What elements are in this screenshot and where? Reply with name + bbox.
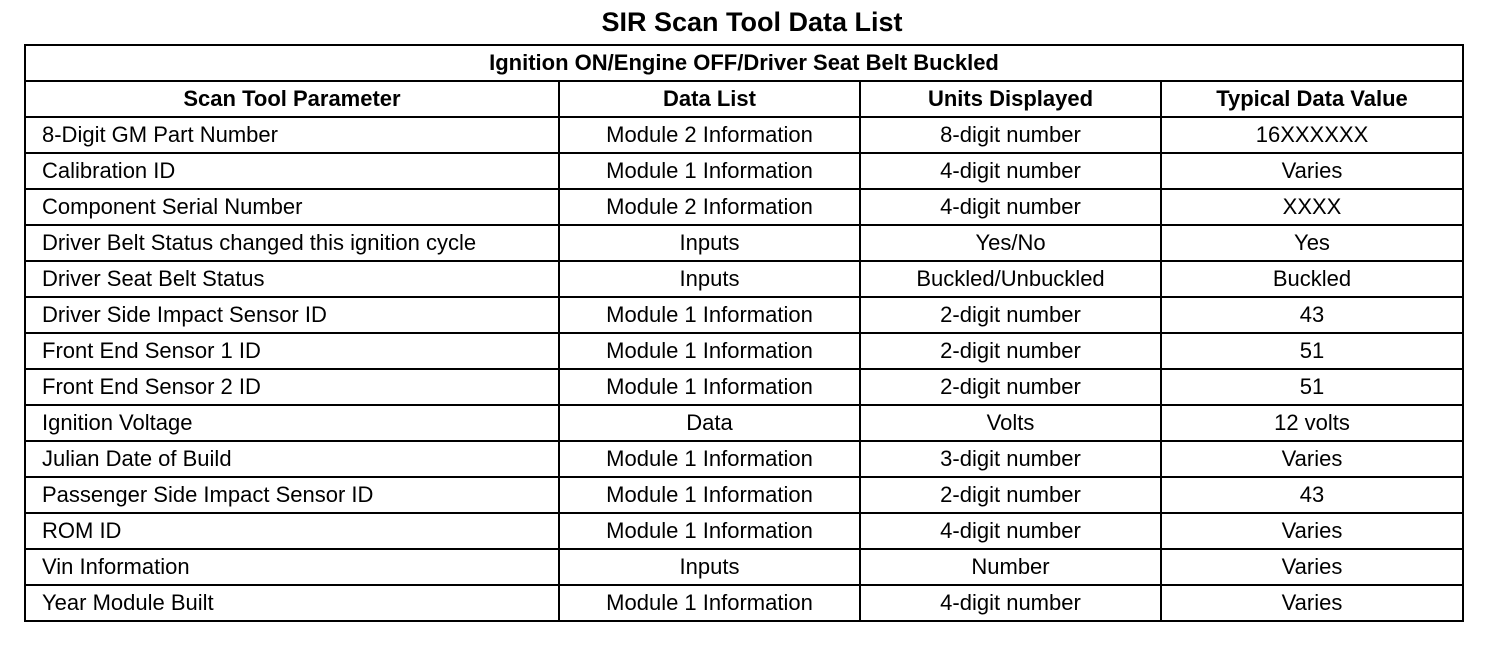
- table-row: [25, 477, 1463, 513]
- parameter-cell: Front End Sensor 2 ID: [25, 369, 559, 405]
- units-cell: 2-digit number: [860, 369, 1161, 405]
- table-row: [25, 513, 1463, 549]
- data-list-cell: Module 1 Information: [559, 297, 860, 333]
- typical-value-cell: XXXX: [1161, 189, 1463, 225]
- table-row: [25, 297, 1463, 333]
- parameter-cell: Driver Side Impact Sensor ID: [25, 297, 559, 333]
- data-list-cell: Module 1 Information: [559, 477, 860, 513]
- data-list-cell: Inputs: [559, 225, 860, 261]
- parameter-cell: Driver Seat Belt Status: [25, 261, 559, 297]
- parameter-cell: Front End Sensor 1 ID: [25, 333, 559, 369]
- units-cell: Buckled/Unbuckled: [860, 261, 1161, 297]
- table-row: [25, 405, 1463, 441]
- data-list-cell: Inputs: [559, 549, 860, 585]
- condition-row: [25, 45, 1463, 81]
- data-list-cell: Module 1 Information: [559, 369, 860, 405]
- parameter-cell: Julian Date of Build: [25, 441, 559, 477]
- units-cell: 3-digit number: [860, 441, 1161, 477]
- data-list-cell: Module 1 Information: [559, 441, 860, 477]
- parameter-cell: Vin Information: [25, 549, 559, 585]
- parameter-cell: Component Serial Number: [25, 189, 559, 225]
- units-cell: 2-digit number: [860, 297, 1161, 333]
- column-header-data-list: Data List: [559, 81, 860, 117]
- table-row: [25, 369, 1463, 405]
- typical-value-cell: Varies: [1161, 441, 1463, 477]
- table-row: [25, 189, 1463, 225]
- typical-value-cell: Varies: [1161, 549, 1463, 585]
- parameter-cell: Year Module Built: [25, 585, 559, 621]
- parameter-cell: Driver Belt Status changed this ignition cycle: [25, 225, 559, 261]
- typical-value-cell: 51: [1161, 369, 1463, 405]
- typical-value-cell: 12 volts: [1161, 405, 1463, 441]
- parameter-cell: Ignition Voltage: [25, 405, 559, 441]
- data-list-cell: Data: [559, 405, 860, 441]
- units-cell: 2-digit number: [860, 333, 1161, 369]
- data-list-cell: Module 1 Information: [559, 153, 860, 189]
- units-cell: 4-digit number: [860, 585, 1161, 621]
- typical-value-cell: 43: [1161, 297, 1463, 333]
- data-list-cell: Inputs: [559, 261, 860, 297]
- column-header-units: Units Displayed: [860, 81, 1161, 117]
- data-list-cell: Module 1 Information: [559, 513, 860, 549]
- data-list-cell: Module 1 Information: [559, 585, 860, 621]
- units-cell: 4-digit number: [860, 153, 1161, 189]
- typical-value-cell: Varies: [1161, 513, 1463, 549]
- typical-value-cell: 43: [1161, 477, 1463, 513]
- data-list-cell: Module 2 Information: [559, 189, 860, 225]
- table-row: [25, 153, 1463, 189]
- table-row: [25, 261, 1463, 297]
- typical-value-cell: Buckled: [1161, 261, 1463, 297]
- table-row: [25, 225, 1463, 261]
- condition-header: Ignition ON/Engine OFF/Driver Seat Belt Buckled: [25, 45, 1463, 81]
- units-cell: 2-digit number: [860, 477, 1161, 513]
- data-list-cell: Module 1 Information: [559, 333, 860, 369]
- page-title: SIR Scan Tool Data List: [601, 7, 903, 37]
- table-row: [25, 117, 1463, 153]
- typical-value-cell: Varies: [1161, 153, 1463, 189]
- units-cell: 4-digit number: [860, 513, 1161, 549]
- typical-value-cell: Varies: [1161, 585, 1463, 621]
- typical-value-cell: Yes: [1161, 225, 1463, 261]
- parameter-cell: Calibration ID: [25, 153, 559, 189]
- column-header-typical-value: Typical Data Value: [1161, 81, 1463, 117]
- table-row: [25, 549, 1463, 585]
- units-cell: 4-digit number: [860, 189, 1161, 225]
- units-cell: Volts: [860, 405, 1161, 441]
- table-row: [25, 333, 1463, 369]
- column-header-row: [25, 81, 1463, 117]
- table-row: [25, 441, 1463, 477]
- parameter-cell: Passenger Side Impact Sensor ID: [25, 477, 559, 513]
- units-cell: Yes/No: [860, 225, 1161, 261]
- column-header-parameter: Scan Tool Parameter: [25, 81, 559, 117]
- units-cell: Number: [860, 549, 1161, 585]
- scan-tool-data-table: [24, 44, 1464, 622]
- units-cell: 8-digit number: [860, 117, 1161, 153]
- parameter-cell: ROM ID: [25, 513, 559, 549]
- typical-value-cell: 51: [1161, 333, 1463, 369]
- table-row: [25, 585, 1463, 621]
- parameter-cell: 8-Digit GM Part Number: [25, 117, 559, 153]
- typical-value-cell: 16XXXXXX: [1161, 117, 1463, 153]
- data-list-cell: Module 2 Information: [559, 117, 860, 153]
